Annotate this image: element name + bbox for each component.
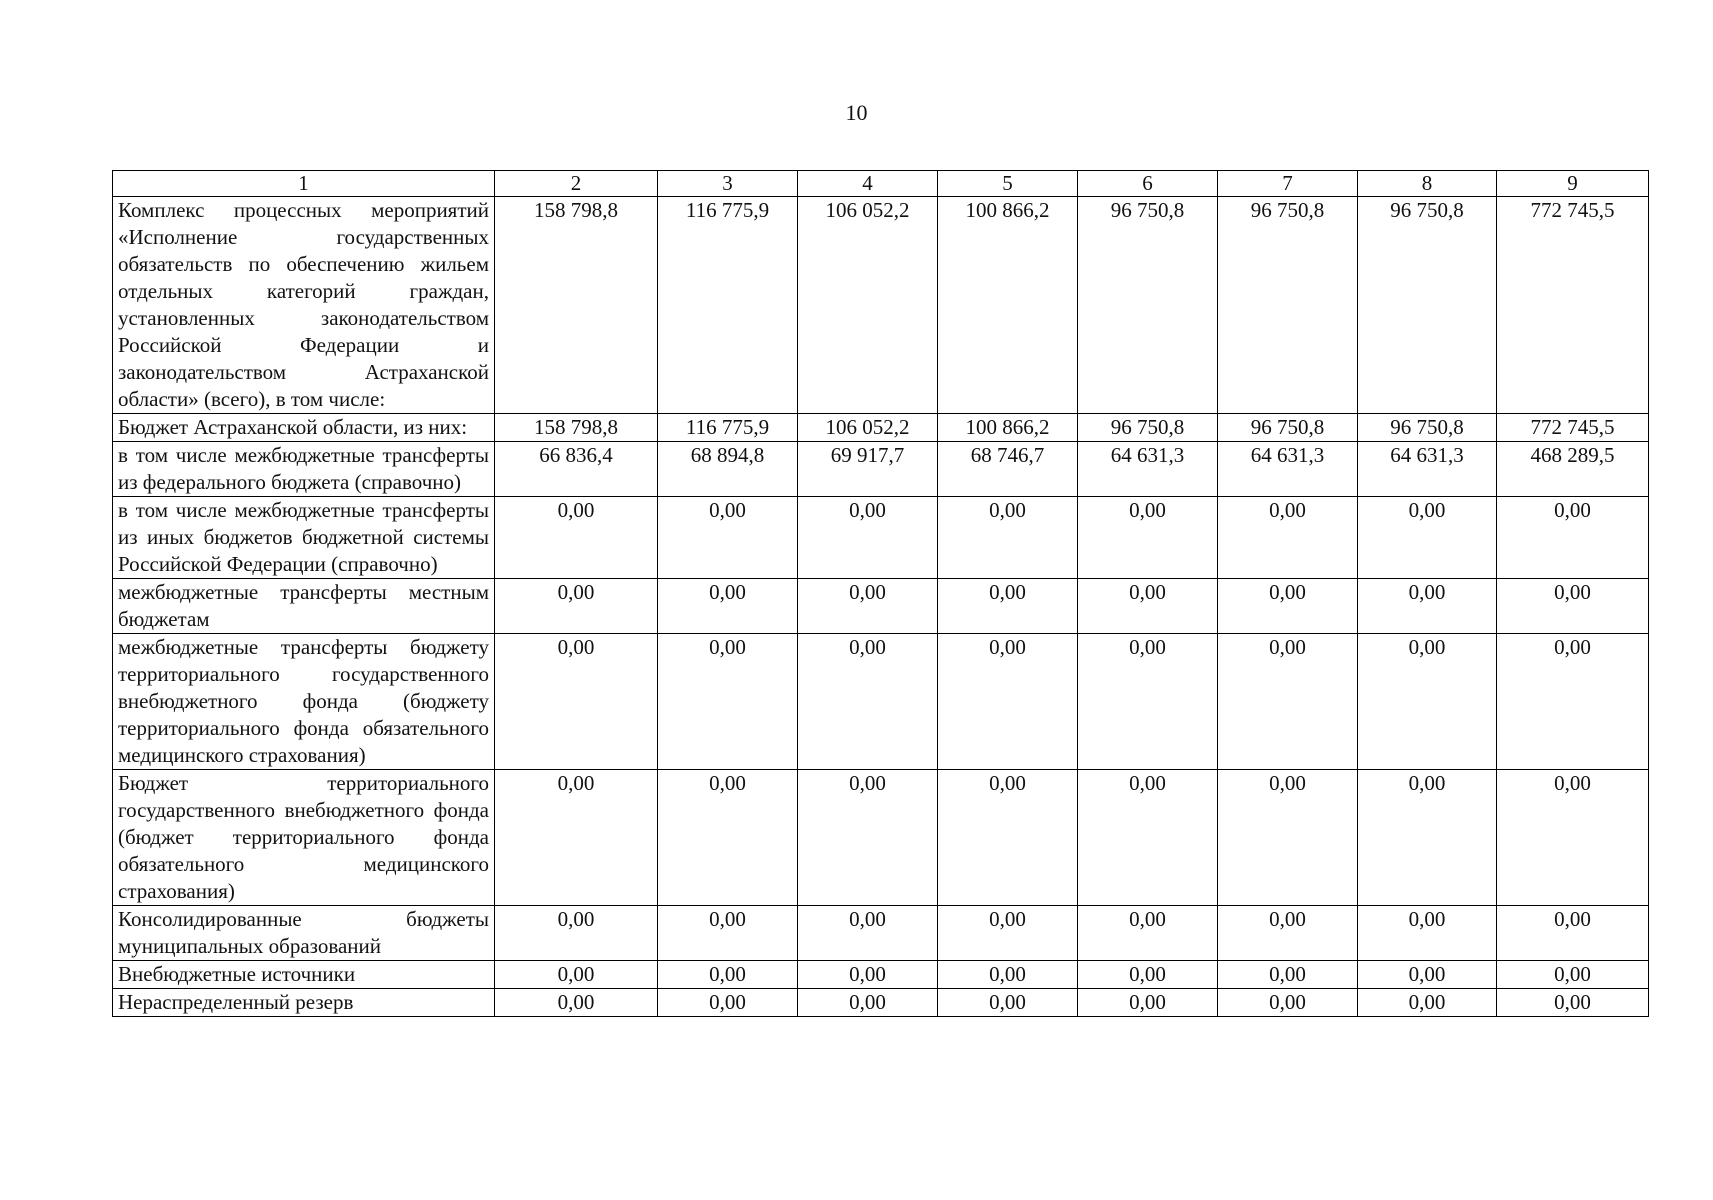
row-value: 0,00 — [798, 989, 938, 1017]
row-label: Бюджет Астраханской области, из них: — [113, 414, 495, 442]
page-number: 10 — [845, 100, 868, 125]
row-value: 0,00 — [798, 634, 938, 770]
row-value: 0,00 — [495, 770, 658, 906]
column-header: 2 — [495, 171, 658, 197]
row-value: 0,00 — [1078, 579, 1218, 634]
table-row — [113, 634, 1649, 770]
row-label: межбюджетные трансферты бюджету территориального государственного внебюджетного фонда (бюджету территориального фонда обязательного медицинского страхования) — [113, 634, 495, 770]
column-header: 7 — [1218, 171, 1358, 197]
row-label: в том числе межбюджетные трансферты из федерального бюджета (справочно) — [113, 442, 495, 497]
row-value: 96 750,8 — [1218, 197, 1358, 414]
row-value: 0,00 — [1358, 770, 1497, 906]
row-value: 0,00 — [798, 770, 938, 906]
row-value: 66 836,4 — [495, 442, 658, 497]
row-value: 0,00 — [1358, 579, 1497, 634]
row-value: 0,00 — [798, 961, 938, 989]
row-value: 0,00 — [1078, 961, 1218, 989]
row-value: 0,00 — [938, 497, 1078, 579]
row-value: 0,00 — [1218, 497, 1358, 579]
row-value: 0,00 — [495, 634, 658, 770]
row-value: 0,00 — [495, 961, 658, 989]
row-value: 64 631,3 — [1358, 442, 1497, 497]
row-label: Внебюджетные источники — [113, 961, 495, 989]
table-row — [113, 197, 1649, 414]
row-value: 0,00 — [798, 497, 938, 579]
row-value: 64 631,3 — [1218, 442, 1358, 497]
row-value: 0,00 — [1218, 634, 1358, 770]
row-value: 772 745,5 — [1497, 197, 1649, 414]
table-row — [113, 961, 1649, 989]
row-value: 158 798,8 — [495, 197, 658, 414]
row-value: 0,00 — [798, 579, 938, 634]
row-value: 0,00 — [658, 770, 798, 906]
row-value: 68 894,8 — [658, 442, 798, 497]
row-label: в том числе межбюджетные трансферты из иных бюджетов бюджетной системы Российской Федерации (справочно) — [113, 497, 495, 579]
row-value: 0,00 — [1497, 961, 1649, 989]
row-value: 0,00 — [1218, 989, 1358, 1017]
budget-table — [112, 170, 1649, 1017]
header-row — [113, 171, 1649, 197]
row-value: 0,00 — [1078, 989, 1218, 1017]
row-value: 96 750,8 — [1078, 414, 1218, 442]
row-label: Консолидированные бюджеты муниципальных образований — [113, 906, 495, 961]
row-value: 0,00 — [1358, 989, 1497, 1017]
row-value: 0,00 — [658, 961, 798, 989]
row-value: 0,00 — [938, 579, 1078, 634]
row-value: 0,00 — [1497, 579, 1649, 634]
row-value: 0,00 — [938, 770, 1078, 906]
row-value: 0,00 — [1218, 579, 1358, 634]
table-row — [113, 414, 1649, 442]
row-value: 0,00 — [1078, 906, 1218, 961]
row-value: 0,00 — [798, 906, 938, 961]
row-value: 0,00 — [1218, 770, 1358, 906]
row-value: 100 866,2 — [938, 197, 1078, 414]
row-value: 0,00 — [495, 989, 658, 1017]
row-value: 96 750,8 — [1218, 414, 1358, 442]
row-value: 0,00 — [495, 497, 658, 579]
table-row — [113, 989, 1649, 1017]
table-row — [113, 442, 1649, 497]
row-value: 116 775,9 — [658, 414, 798, 442]
row-value: 0,00 — [1358, 634, 1497, 770]
row-value: 96 750,8 — [1358, 197, 1497, 414]
column-header: 5 — [938, 171, 1078, 197]
row-value: 0,00 — [938, 989, 1078, 1017]
row-value: 64 631,3 — [1078, 442, 1218, 497]
column-header: 8 — [1358, 171, 1497, 197]
row-value: 0,00 — [1358, 961, 1497, 989]
row-value: 0,00 — [938, 961, 1078, 989]
column-header: 6 — [1078, 171, 1218, 197]
row-label: Комплекс процессных мероприятий «Исполнение государственных обязательств по обеспечению жильем отдельных категорий граждан, установленных законодательством Российской Федерации и законодательством Астраханской области» (всего), в том числе: — [113, 197, 495, 414]
row-value: 158 798,8 — [495, 414, 658, 442]
table-row — [113, 770, 1649, 906]
row-value: 116 775,9 — [658, 197, 798, 414]
row-value: 0,00 — [658, 634, 798, 770]
row-label: межбюджетные трансферты местным бюджетам — [113, 579, 495, 634]
row-label: Нераспределенный резерв — [113, 989, 495, 1017]
row-value: 68 746,7 — [938, 442, 1078, 497]
row-value: 0,00 — [658, 579, 798, 634]
row-value: 0,00 — [495, 906, 658, 961]
row-value: 0,00 — [658, 497, 798, 579]
row-value: 0,00 — [658, 906, 798, 961]
column-header: 1 — [113, 171, 495, 197]
table-row — [113, 906, 1649, 961]
row-value: 0,00 — [1218, 906, 1358, 961]
row-value: 106 052,2 — [798, 197, 938, 414]
row-value: 772 745,5 — [1497, 414, 1649, 442]
row-value: 0,00 — [1497, 989, 1649, 1017]
row-value: 0,00 — [1497, 634, 1649, 770]
row-value: 0,00 — [1078, 497, 1218, 579]
row-value: 100 866,2 — [938, 414, 1078, 442]
row-value: 96 750,8 — [1358, 414, 1497, 442]
row-value: 0,00 — [1358, 497, 1497, 579]
row-value: 0,00 — [1358, 906, 1497, 961]
row-value: 0,00 — [495, 579, 658, 634]
row-value: 0,00 — [938, 634, 1078, 770]
row-value: 468 289,5 — [1497, 442, 1649, 497]
row-value: 0,00 — [1078, 770, 1218, 906]
table-row — [113, 579, 1649, 634]
row-value: 0,00 — [938, 906, 1078, 961]
row-label: Бюджет территориального государственного внебюджетного фонда (бюджет территориального фонда обязательного медицинского страхования) — [113, 770, 495, 906]
column-header: 3 — [658, 171, 798, 197]
row-value: 96 750,8 — [1078, 197, 1218, 414]
table-row — [113, 497, 1649, 579]
row-value: 0,00 — [1497, 906, 1649, 961]
row-value: 0,00 — [1497, 497, 1649, 579]
row-value: 106 052,2 — [798, 414, 938, 442]
row-value: 0,00 — [1218, 961, 1358, 989]
row-value: 0,00 — [658, 989, 798, 1017]
row-value: 0,00 — [1497, 770, 1649, 906]
row-value: 0,00 — [1078, 634, 1218, 770]
row-value: 69 917,7 — [798, 442, 938, 497]
column-header: 9 — [1497, 171, 1649, 197]
column-header: 4 — [798, 171, 938, 197]
